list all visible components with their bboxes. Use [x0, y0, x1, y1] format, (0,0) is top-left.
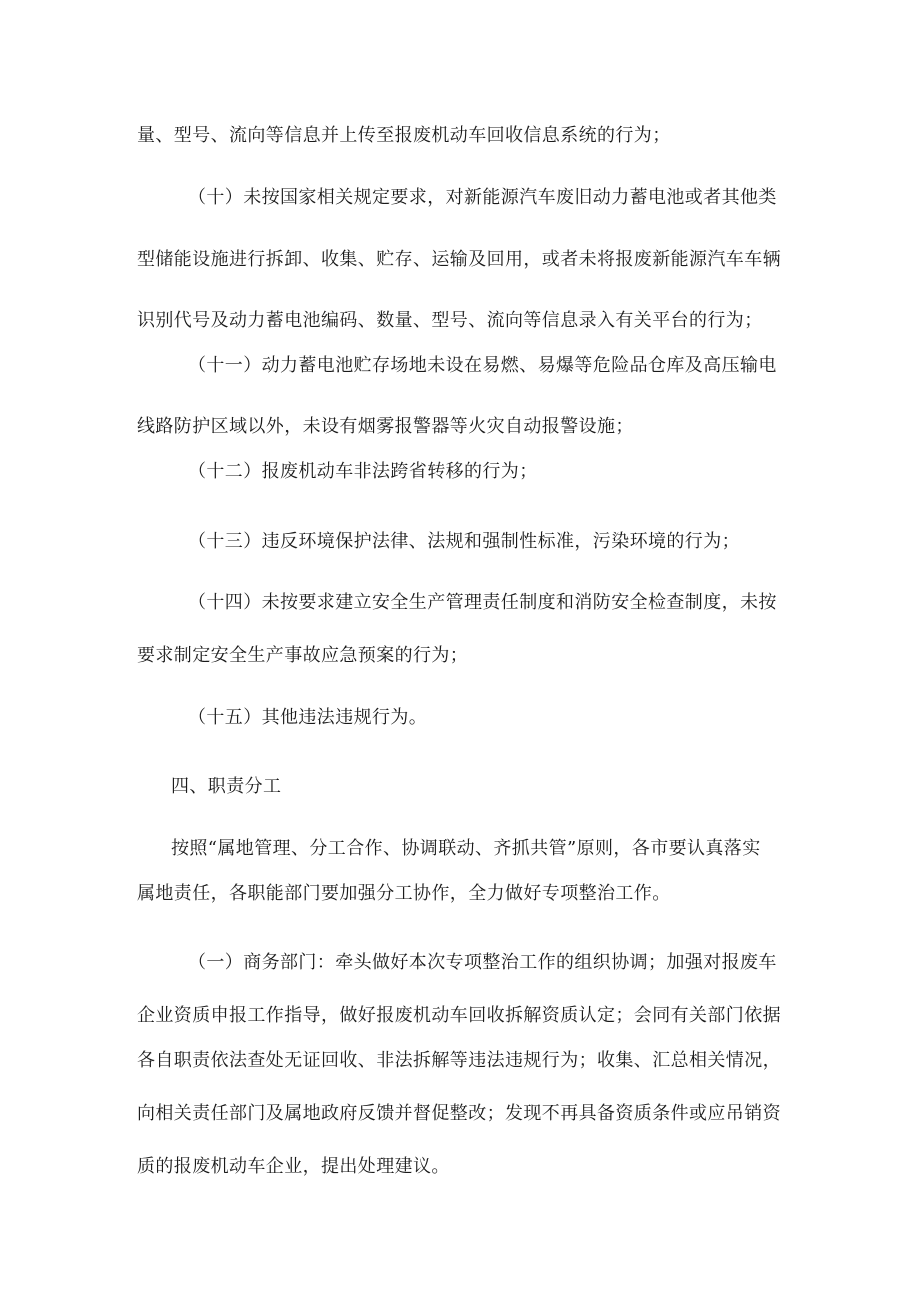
section-heading: 四、职责分工 [171, 776, 282, 797]
text-line: （十五）其他违法违规行为。 [188, 707, 428, 728]
text-line: 质的报废机动车企业，提出处理建议。 [137, 1156, 450, 1177]
text-line: 企业资质申报工作指导，做好报废机动车回收拆解资质认定；会同有关部门依据 [137, 1005, 781, 1026]
text-line: （一）商务部门：牵头做好本次专项整治工作的组织协调；加强对报废车 [188, 952, 777, 973]
text-line: （十一）动力蓄电池贮存场地未设在易燃、易爆等危险品仓库及高压输电 [188, 355, 777, 376]
text-line: 属地责任，各职能部门要加强分工协作，全力做好专项整治工作。 [137, 883, 671, 904]
text-line: 按照“属地管理、分工合作、协调联动、齐抓共管”原则，各市要认真落实 [171, 838, 761, 859]
text-line: （十四）未按要求建立安全生产管理责任制度和消防安全检查制度，未按 [188, 592, 777, 613]
text-line: （十）未按国家相关规定要求，对新能源汽车废旧动力蓄电池或者其他类 [188, 187, 777, 208]
text-line: 量、型号、流向等信息并上传至报废机动车回收信息系统的行为； [137, 125, 671, 146]
text-line: （十二）报废机动车非法跨省转移的行为； [188, 461, 538, 482]
text-line: 向相关责任部门及属地政府反馈并督促整改；发现不再具备资质条件或应吊销资 [137, 1103, 781, 1124]
text-line: 各自职责依法查处无证回收、非法拆解等违法违规行为；收集、汇总相关情况， [137, 1050, 781, 1071]
text-line: （十三）违反环境保护法律、法规和强制性标准，污染环境的行为； [188, 531, 740, 552]
text-line: 型储能设施进行拆卸、收集、贮存、运输及回用，或者未将报废新能源汽车车辆 [137, 249, 781, 270]
text-line: 要求制定安全生产事故应急预案的行为； [137, 645, 469, 666]
text-line: 识别代号及动力蓄电池编码、数量、型号、流向等信息录入有关平台的行为； [137, 310, 763, 331]
text-line: 线路防护区域以外，未设有烟雾报警器等火灾自动报警设施； [137, 416, 634, 437]
